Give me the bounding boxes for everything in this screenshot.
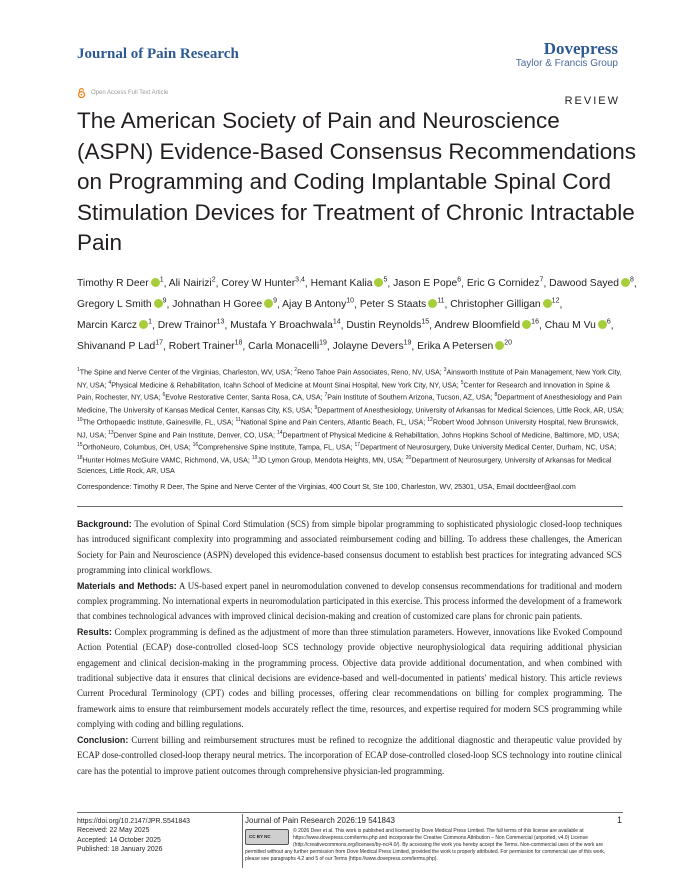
author-name (549, 278, 634, 289)
author-name (417, 341, 512, 352)
author-affiliation-number: 16 (531, 319, 539, 327)
author-affiliation-number: 17 (155, 340, 164, 348)
author-name-text: Drew Trainor (157, 320, 217, 332)
affiliation-text: Denver Spine and Pain Institute, Denver, CO, USA; (113, 431, 277, 440)
page-number: 1 (616, 815, 622, 825)
author-affiliation-number: 1 (148, 319, 152, 327)
affiliation-text: OrthoNeuro, Columbus, OH, USA; (82, 443, 193, 452)
affiliation-number: 10 (77, 417, 83, 424)
author-name-text: Dustin Reynolds (346, 320, 422, 332)
open-access-label (77, 88, 168, 98)
article-dates (77, 817, 190, 854)
author-name (248, 341, 327, 352)
affiliation-number: 1 (77, 367, 80, 373)
author-affiliation-number: 7 (539, 277, 544, 284)
author-name-text: Timothy R Deer (77, 278, 149, 290)
affiliation-number: 5 (460, 379, 464, 386)
affiliations (77, 365, 625, 476)
affiliation-number: 6 (162, 392, 166, 399)
author-name-text: Erika A Petersen (417, 341, 494, 353)
abstract-background (77, 517, 622, 579)
affiliation-number: 8 (494, 392, 498, 399)
author-affiliation-number: 15 (421, 319, 430, 327)
author-name-text: Gregory L Smith (77, 299, 152, 311)
author-name (360, 299, 445, 310)
author-name-text: Carla Monacelli (248, 341, 320, 353)
orcid-icon[interactable] (139, 320, 148, 329)
author-affiliation-number: 20 (504, 340, 513, 348)
correspondence: Correspondence: Timothy R Deer, The Spine and Nerve Center of the Virginias, 400 Court St, Ste 100, Charleston, WV, 25301, USA, Email doctdeer@aol.com (77, 483, 576, 491)
author-name (77, 341, 163, 352)
affiliation-number: 19 (251, 454, 258, 461)
cc-badge-text: CC BY NC (249, 834, 271, 839)
author-name-text: Chau M Vu (544, 320, 596, 332)
affiliation-text: Robert Wood Johnson University Hospital, New Brunswick, NJ, USA; (77, 418, 619, 440)
orcid-icon[interactable] (154, 299, 163, 308)
author-name-text: Dawood Sayed (549, 278, 620, 290)
affiliation-text: Department of Anesthesiology and Pain Medicine, The University of Kansas Medical Center, Kansas City, KS, USA; (77, 393, 622, 415)
publisher-logo (516, 40, 618, 70)
author-name (346, 320, 429, 331)
affiliation-number: 11 (235, 417, 241, 424)
author-affiliation-number: 5 (383, 277, 388, 284)
results-label: Results: (77, 626, 113, 637)
affiliation-number: 7 (324, 392, 328, 399)
author-name-text: Ajay B Antony (282, 299, 347, 311)
author-name (169, 341, 243, 352)
author-affiliation-number: 18 (234, 340, 243, 348)
affiliation-number: 18 (77, 454, 83, 461)
affiliation-text: JD Lymon Group, Mendota Heights, MN, USA; (257, 456, 406, 465)
author-name-text: Jolayne Devers (332, 341, 404, 353)
author-name (230, 320, 340, 331)
results-text: Complex programming is defined as the adjustment of more than three stimulation parameters. However, innovations like Evoked Compound Action Potential (ECAP) dose-controlled closed-loop SCS technology provide objective neurophysiological data requiring additional physician engagement and clinical decision-making in the programming process. Objective data provide additional documentation, and when combined with traditional subjective data it ensures that clinical decisions are evidence-based and well-documented in patients' medical history. This article reviews Current Procedural Terminology (CPT) codes and billing processes, offering clear recommendations on billing for complex programming. The framework aims to ensure that reimbursement models accurately reflect the time, resources, and expertise required for modern SCS programming while complying with coding and billing regulations. (77, 626, 623, 730)
abstract-results (77, 625, 622, 733)
author-affiliation-number: 1 (159, 277, 164, 284)
license-block (245, 828, 621, 863)
open-access-icon (77, 88, 86, 98)
affiliation-text: The Orthopaedic Institute, Gainesville, FL, USA; (82, 418, 236, 427)
author-name (77, 278, 164, 289)
cc-license-icon (245, 829, 289, 845)
author-name-text: Robert Trainer (168, 341, 235, 353)
author-name-text: Mustafa Y Broachwala (230, 320, 333, 332)
affiliation-text: The Spine and Nerve Center of the Virginias, Charleston, WV, USA; (79, 368, 295, 377)
author-name (545, 320, 611, 331)
affiliation-text: Evolve Restorative Center, Santa Rosa, CA, USA; (165, 393, 325, 402)
author-name (172, 299, 277, 310)
author-name (221, 278, 305, 289)
affiliation-number: 9 (314, 404, 318, 411)
divider-top (77, 506, 623, 507)
received-date: Received: 22 May 2025 (77, 827, 150, 835)
affiliation-number: 4 (108, 379, 112, 386)
published-date: Published: 18 January 2026 (77, 845, 163, 853)
affiliation-text: Department of Neurosurgery, Duke University Medical Center, Durham, NC, USA; (360, 443, 617, 452)
author-name-text: Christopher Gilligan (450, 299, 541, 311)
journal-name: Journal of Pain Research (77, 46, 239, 62)
author-name (77, 299, 167, 310)
author-name (169, 278, 216, 289)
author-affiliation-number: 13 (216, 319, 225, 327)
author-affiliation-number: 8 (630, 277, 634, 284)
affiliation-text: Department of Anesthesiology, University of Arkansas for Medical Sciences, Little Rock, AR, USA; (317, 406, 624, 415)
author-name (311, 278, 388, 289)
affiliation-text: Reno Tahoe Pain Associates, Reno, NV, USA; (297, 368, 444, 377)
affiliation-text: Center for Research and Innovation in Spine & Pain, Rochester, NY, USA; (77, 380, 611, 402)
affiliation-number: 20 (405, 454, 412, 461)
affiliation-number: 2 (294, 367, 298, 373)
affiliation-text: Pain Institute of Southern Arizona, Tucson, AZ, USA; (327, 393, 495, 402)
affiliation-text: National Spine and Pain Centers, Atlantic Beach, FL, USA; (240, 418, 428, 427)
open-access-text: Open Access Full Text Article (91, 90, 169, 96)
affiliation-text: Department of Neurosurgery, University of Arkansas for Medical Sciences, Little Rock, AR, USA (77, 456, 612, 475)
divider-footer (77, 812, 623, 813)
author-affiliation-number: 9 (162, 298, 167, 306)
author-name (450, 299, 559, 310)
author-name-text: Peter S Staats (359, 299, 427, 311)
abstract-conclusion (77, 733, 622, 779)
orcid-icon[interactable] (522, 320, 531, 329)
accepted-date: Accepted: 14 October 2025 (77, 836, 161, 844)
author-name (467, 278, 544, 289)
author-affiliation-number: 3,4 (295, 277, 305, 284)
author-affiliation-number: 2 (211, 277, 216, 284)
affiliation-text: Physical Medicine & Rehabilitation, Icahn School of Medicine at Mount Sinai Hospital, New York City, NY, USA; (111, 380, 461, 389)
abstract-methods (77, 579, 622, 625)
background-text: The evolution of Spinal Cord Stimulation (SCS) from simple bipolar programming to sophisticated physiologic closed-loop techniques has introduced significant complexity into programming and associated reimbursement coding and billing. To address these challenges, the American Society for Pain and Neuroscience (ASPN) developed this evidence-based consensus document to establish best practices for integrating advanced SCS programming into clinical workflows. (77, 519, 622, 576)
author-name (158, 320, 225, 331)
license-text: © 2026 Deer et al. This work is published and licensed by Dove Medical Press Limited. The full terms of this license are available at https://www.dovepress.com/terms.php and incorporate the Creative Commons Attribution – Non Commercial (unported, v4.0) License (http://creativecommons.org/licenses/by-nc/4.0/). By accessing the work you hereby accept the Terms. Non-commercial uses of the work are permitted without any further permission from Dove Medical Press Limited, provided the work is properly attributed. For permission for commercial use of this work, please see paragraphs 4.2 and 5 of our Terms (https://www.dovepress.com/terms.php). (245, 828, 606, 862)
author-name (77, 320, 152, 331)
affiliation-number: 12 (427, 417, 433, 424)
author-name (393, 278, 461, 289)
author-name (282, 299, 354, 310)
author-name-text: Eric G Cornidez (466, 278, 540, 290)
author-affiliation-number: 6 (457, 277, 462, 284)
author-affiliation-number: 12 (551, 298, 560, 306)
affiliation-number: 16 (192, 442, 199, 449)
publisher-name: Dovepress (543, 39, 618, 58)
author-affiliation-number: 6 (606, 319, 611, 327)
orcid-icon[interactable] (598, 320, 607, 329)
orcid-icon[interactable] (543, 299, 552, 308)
affiliation-text: Ainsworth Institute of Pain Management, New York City, NY, USA; (77, 368, 622, 389)
author-name-text: Marcin Karcz (77, 320, 138, 332)
author-name (333, 341, 412, 352)
author-affiliation-number: 10 (346, 298, 355, 306)
author-affiliation-number: 19 (319, 340, 327, 348)
publisher-subtitle: Taylor & Francis Group (515, 58, 618, 69)
author-name-text: Shivanand P Lad (77, 341, 156, 353)
conclusion-text: Current billing and reimbursement structures must be refined to recognize the additional diagnostic and therapeutic value provided by ECAP dose-controlled closed-loop therapy neural metrics. The incorporation of ECAP dose-controlled closed-loop SCS technology into routine clinical care has the potential to improve patient outcomes through comprehensive physician-led programming. (77, 734, 623, 776)
conclusion-label: Conclusion: (77, 734, 129, 745)
affiliation-text: Hunter Holmes McGuire VAMC, Richmond, VA, USA; (82, 456, 252, 465)
affiliation-number: 13 (108, 429, 114, 436)
author-name (434, 320, 539, 331)
methods-label: Materials and Methods: (77, 580, 177, 591)
affiliation-number: 14 (276, 429, 283, 436)
author-affiliation-number: 14 (332, 319, 341, 327)
author-affiliation-number: 19 (403, 340, 412, 348)
author-name-text: Jason E Pope (393, 278, 458, 290)
author-name-text: Ali Nairizi (168, 278, 212, 290)
journal-citation: Journal of Pain Research 2026:19 541843 (245, 816, 395, 825)
affiliation-text: Department of Physical Medicine & Rehabilitation, Johns Hopkins School of Medicine, Baltimore, MD, USA; (282, 431, 620, 440)
affiliation-number: 17 (354, 442, 361, 449)
author-list: Timothy R Deer $^1$, Ali Nairizi$^2$, Corey W Hunter$^{3,4}$, Hemant Kalia $^5$, Jason E Pope$^6$, Eric G Cornidez$^7$, Dawood Sayed $^8$, Gregory L Smith $^9$, Johnathan H Goree $^9$, Ajay B Antony$^{10}$, Peter S Staats $^{11}$, Christopher Gilligan $^{12}$, Marcin Karcz $^1$, Drew Trainor$^{13}$, Mustafa Y Broachwala$^{14}$, Dustin Reynolds$^{15}$, Andrew Bloomfield $^{16}$, Chau M Vu $^6$, Shivanand P Lad$^{17}$, Robert Trainer$^{18}$, Carla Monacelli$^{19}$, Jolayne Devers$^{19}$, Erika A Petersen $^{20}$ (77, 277, 637, 353)
affiliation-text: Comprehensive Spine Institute, Tampa, FL, USA; (198, 443, 355, 452)
affiliation-number: 15 (77, 442, 83, 449)
doi-link[interactable]: https://doi.org/10.2147/JPR.S541843 (77, 818, 191, 825)
abstract (77, 517, 622, 779)
author-name-text: Johnathan H Goree (172, 299, 263, 311)
author-name-text: Andrew Bloomfield (434, 320, 521, 332)
article-title: The American Society of Pain and Neuroscience (ASPN) Evidence-Based Consensus Recommendations on Programming and Coding Implantable Spinal Cord Stimulation Devices for Treatment of Chronic Intractable Pain (77, 108, 637, 255)
author-affiliation-number: 11 (437, 298, 445, 306)
author-name-text: Corey W Hunter (221, 278, 296, 290)
footer-separator (242, 814, 243, 868)
affiliation-number: 3 (443, 367, 447, 373)
author-name-text: Hemant Kalia (310, 278, 373, 290)
article-type: REVIEW (564, 95, 620, 107)
orcid-icon[interactable] (151, 278, 160, 287)
orcid-icon[interactable] (264, 299, 273, 308)
orcid-icon[interactable] (428, 299, 437, 308)
author-affiliation-number: 9 (273, 298, 278, 306)
orcid-icon[interactable] (621, 278, 630, 287)
orcid-icon[interactable] (495, 341, 504, 350)
methods-text: A US-based expert panel in neuromodulation convened to develop consensus recommendations for traditional and modern complex programming. No international experts in neuromodulation participated in this exercise. This process informed the development of a framework that combines technological advances with improved clinical decision-making and creation of customized care plans for chronic pain patients. (77, 580, 622, 622)
background-label: Background: (77, 519, 132, 529)
